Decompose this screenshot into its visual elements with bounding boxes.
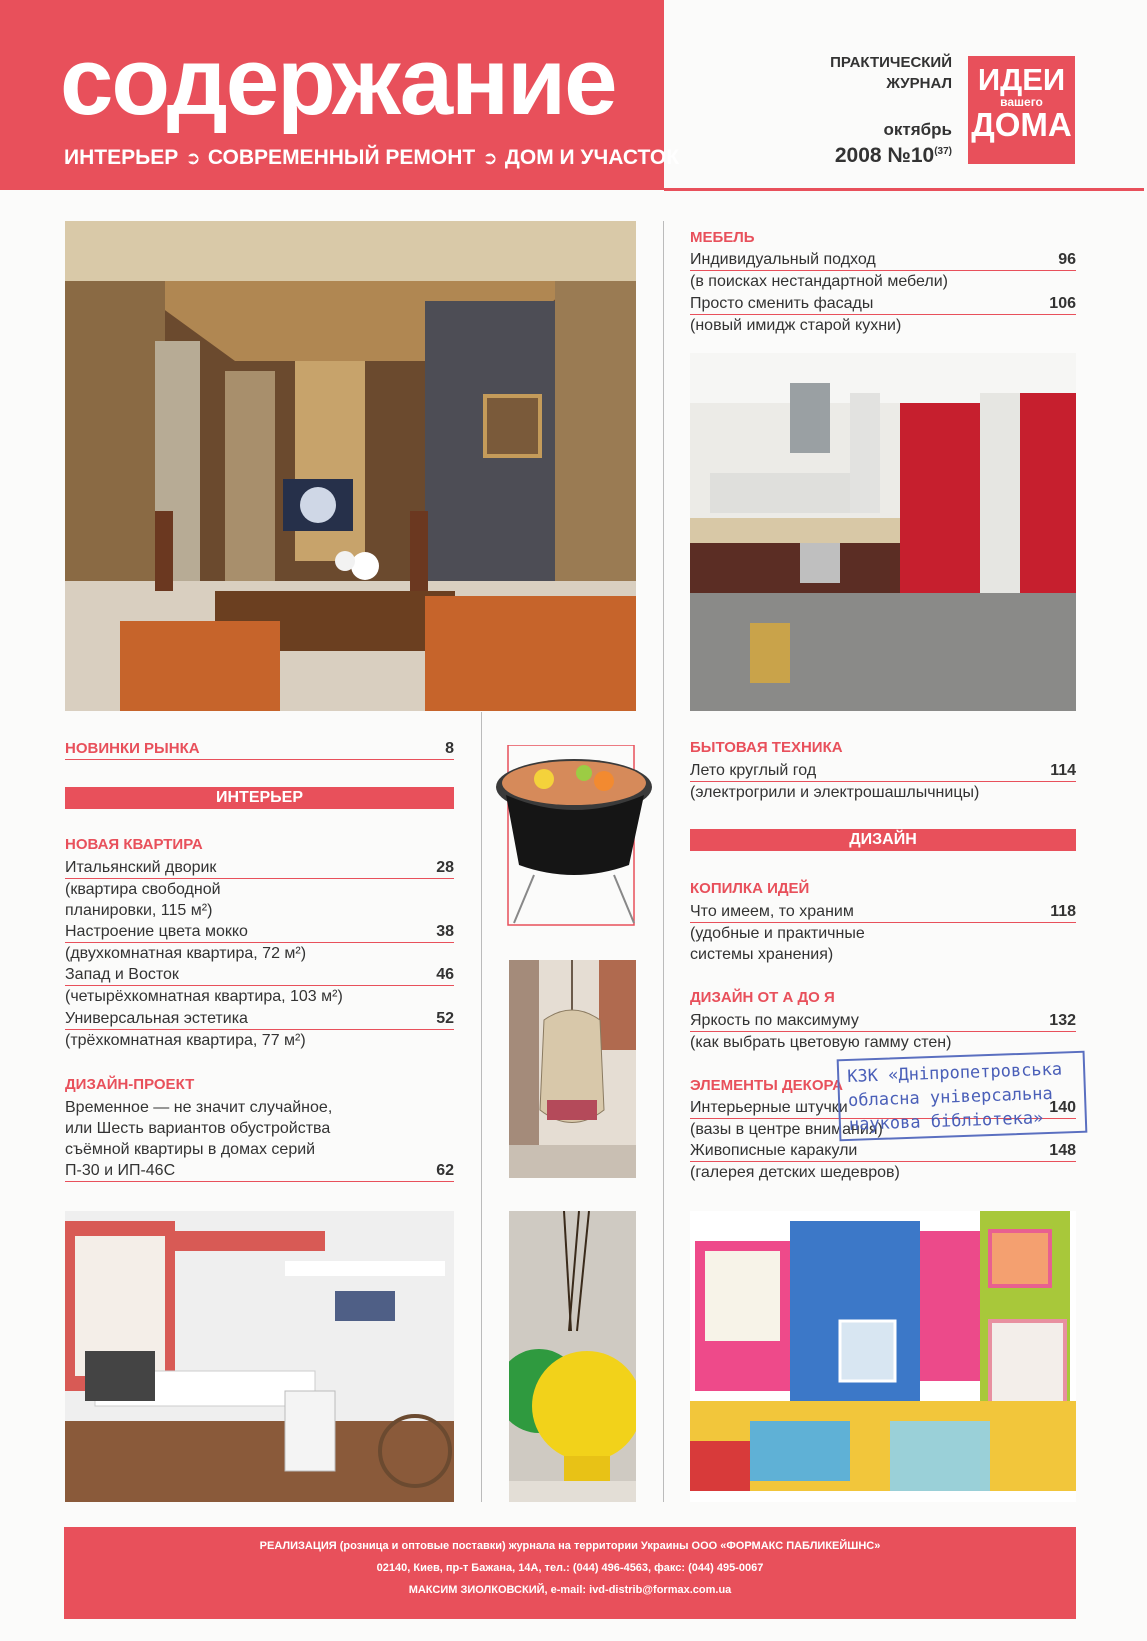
logo-line2: вашего bbox=[1000, 95, 1043, 109]
magazine-logo bbox=[968, 56, 1075, 164]
kids-art-photo bbox=[690, 1211, 1076, 1502]
page-number: 106 bbox=[1049, 295, 1076, 312]
page-subtitle bbox=[64, 146, 679, 170]
item-desc: (в поисках нестандартной мебели) bbox=[690, 273, 948, 290]
header-rule bbox=[664, 188, 1144, 191]
item-title: Запад и Восток bbox=[65, 966, 179, 983]
grill-photo bbox=[484, 745, 664, 930]
hanging-chair-photo bbox=[509, 960, 636, 1178]
footer-line1: РЕАЛИЗАЦИЯ (розница и оптовые поставки) журнала на территории Украины ООО «ФОРМАКС ПАБЛИКЕЙШНС» bbox=[259, 1540, 881, 1552]
item-line: Временное — не значит случайное, bbox=[65, 1099, 333, 1116]
item-title: Живописные каракули bbox=[690, 1142, 858, 1159]
subtitle-interior: ИНТЕРЬЕР bbox=[64, 146, 179, 169]
column-divider bbox=[663, 221, 664, 1502]
page-number: 114 bbox=[1050, 762, 1076, 779]
page-number: 96 bbox=[1058, 251, 1076, 268]
item-line: П-30 и ИП-46С bbox=[65, 1162, 176, 1179]
item-title: Индивидуальный подход bbox=[690, 251, 876, 268]
item-desc: (как выбрать цветовую гамму стен) bbox=[690, 1034, 952, 1051]
item-desc: (галерея детских шедевров) bbox=[690, 1164, 900, 1181]
issue-number bbox=[800, 144, 952, 168]
toc-market-new[interactable] bbox=[65, 738, 454, 760]
toc-item[interactable] bbox=[690, 760, 1076, 803]
page-number: 52 bbox=[436, 1010, 454, 1027]
section-title-market: НОВИНКИ РЫНКА bbox=[65, 740, 200, 757]
toc-item[interactable] bbox=[690, 1140, 1076, 1183]
item-line: или Шесть вариантов обустройства bbox=[65, 1120, 331, 1137]
toc-item[interactable] bbox=[65, 964, 454, 1007]
stamp-line2: обласна універсальна bbox=[847, 1083, 1054, 1111]
magazine-type bbox=[760, 52, 952, 94]
item-desc: системы хранения) bbox=[690, 946, 834, 963]
subtitle-house: ДОМ И УЧАСТОК bbox=[504, 146, 680, 169]
footer-distribution bbox=[64, 1527, 1076, 1619]
item-desc: (трёхкомнатная квартира, 77 м²) bbox=[65, 1032, 306, 1049]
section-title-appliances: БЫТОВАЯ ТЕХНИКА bbox=[690, 739, 843, 756]
footer-line3: МАКСИМ ЗИОЛКОВСКИЙ, e-mail: ivd-distrib@formax.com.ua bbox=[408, 1584, 732, 1596]
yellow-vases-photo bbox=[509, 1211, 636, 1502]
section-title-design-project: ДИЗАЙН-ПРОЕКТ bbox=[65, 1076, 195, 1093]
section-title-new-apartment: НОВАЯ КВАРТИРА bbox=[65, 836, 203, 853]
column-divider bbox=[481, 712, 482, 1502]
subtitle-renovation: СОВРЕМЕННЫЙ РЕМОНТ bbox=[207, 146, 476, 169]
page-number: 148 bbox=[1049, 1142, 1076, 1159]
item-desc: (электрогрили и электрошашлычницы) bbox=[690, 784, 980, 801]
page-title: содержание bbox=[60, 28, 616, 135]
item-title: Яркость по максимуму bbox=[690, 1012, 859, 1029]
living-room-photo bbox=[65, 221, 636, 711]
item-desc: планировки, 115 м²) bbox=[65, 902, 213, 919]
section-band-interior: ИНТЕРЬЕР bbox=[65, 787, 454, 809]
page-number: 140 bbox=[1049, 1099, 1076, 1116]
item-title: Интерьерные штучки bbox=[690, 1099, 848, 1116]
study-room-photo bbox=[65, 1211, 454, 1502]
item-desc: (новый имидж старой кухни) bbox=[690, 317, 902, 334]
magazine-type-line1: ПРАКТИЧЕСКИЙ bbox=[830, 54, 952, 71]
arrow-right-icon: ➲ bbox=[185, 148, 201, 168]
toc-item-design-project[interactable] bbox=[65, 1097, 454, 1182]
section-title-decor: ЭЛЕМЕНТЫ ДЕКОРА bbox=[690, 1077, 844, 1094]
stamp-line3: наукова бібліотека» bbox=[848, 1108, 1044, 1135]
page-number: 132 bbox=[1049, 1012, 1076, 1029]
section-title-furniture: МЕБЕЛЬ bbox=[690, 229, 755, 246]
stamp-line1: КЗК «Дніпропетровська bbox=[846, 1059, 1063, 1087]
toc-item[interactable] bbox=[690, 1010, 1076, 1053]
item-desc: (удобные и практичные bbox=[690, 925, 865, 942]
toc-item[interactable] bbox=[65, 921, 454, 964]
page-number: 118 bbox=[1050, 903, 1076, 920]
toc-item[interactable] bbox=[690, 249, 1076, 292]
item-desc: (четырёхкомнатная квартира, 103 м²) bbox=[65, 988, 343, 1005]
item-line: съёмной квартиры в домах серий bbox=[65, 1141, 316, 1158]
issue-month: октябрь bbox=[883, 120, 952, 139]
item-desc: (квартира свободной bbox=[65, 881, 221, 898]
toc-item[interactable] bbox=[690, 293, 1076, 336]
issue-year-number: 2008 №10 bbox=[834, 144, 935, 167]
item-title: Универсальная эстетика bbox=[65, 1010, 248, 1027]
footer-line2: 02140, Киев, пр-т Бажана, 14А, тел.: (044) 496-4563, факс: (044) 495-0067 bbox=[376, 1562, 764, 1574]
logo-line1: ИДЕИ bbox=[977, 62, 1066, 97]
toc-item[interactable] bbox=[690, 901, 1076, 965]
item-desc: (вазы в центре внимания) bbox=[690, 1121, 883, 1138]
item-desc: (двухкомнатная квартира, 72 м²) bbox=[65, 945, 307, 962]
item-title: Что имеем, то храним bbox=[690, 903, 854, 920]
item-title: Итальянский дворик bbox=[65, 859, 217, 876]
toc-item[interactable] bbox=[65, 857, 454, 921]
toc-item[interactable] bbox=[65, 1008, 454, 1051]
magazine-type-line2: ЖУРНАЛ bbox=[886, 75, 952, 92]
issue-total: (37) bbox=[934, 146, 952, 157]
logo-line3: ДОМА bbox=[971, 106, 1072, 143]
page-number: 8 bbox=[445, 740, 454, 757]
arrow-right-icon: ➲ bbox=[482, 148, 498, 168]
item-title: Лето круглый год bbox=[690, 762, 817, 779]
section-band-design: ДИЗАЙН bbox=[690, 829, 1076, 851]
page-number: 62 bbox=[436, 1162, 454, 1179]
page-number: 46 bbox=[436, 966, 454, 983]
library-stamp bbox=[837, 1051, 1088, 1142]
kitchen-photo bbox=[690, 353, 1076, 711]
item-title: Просто сменить фасады bbox=[690, 295, 874, 312]
item-title: Настроение цвета мокко bbox=[65, 923, 248, 940]
page-number: 38 bbox=[436, 923, 454, 940]
section-title-design-az: ДИЗАЙН ОТ А ДО Я bbox=[690, 989, 835, 1006]
section-title-ideas: КОПИЛКА ИДЕЙ bbox=[690, 880, 810, 897]
page-number: 28 bbox=[436, 859, 454, 876]
